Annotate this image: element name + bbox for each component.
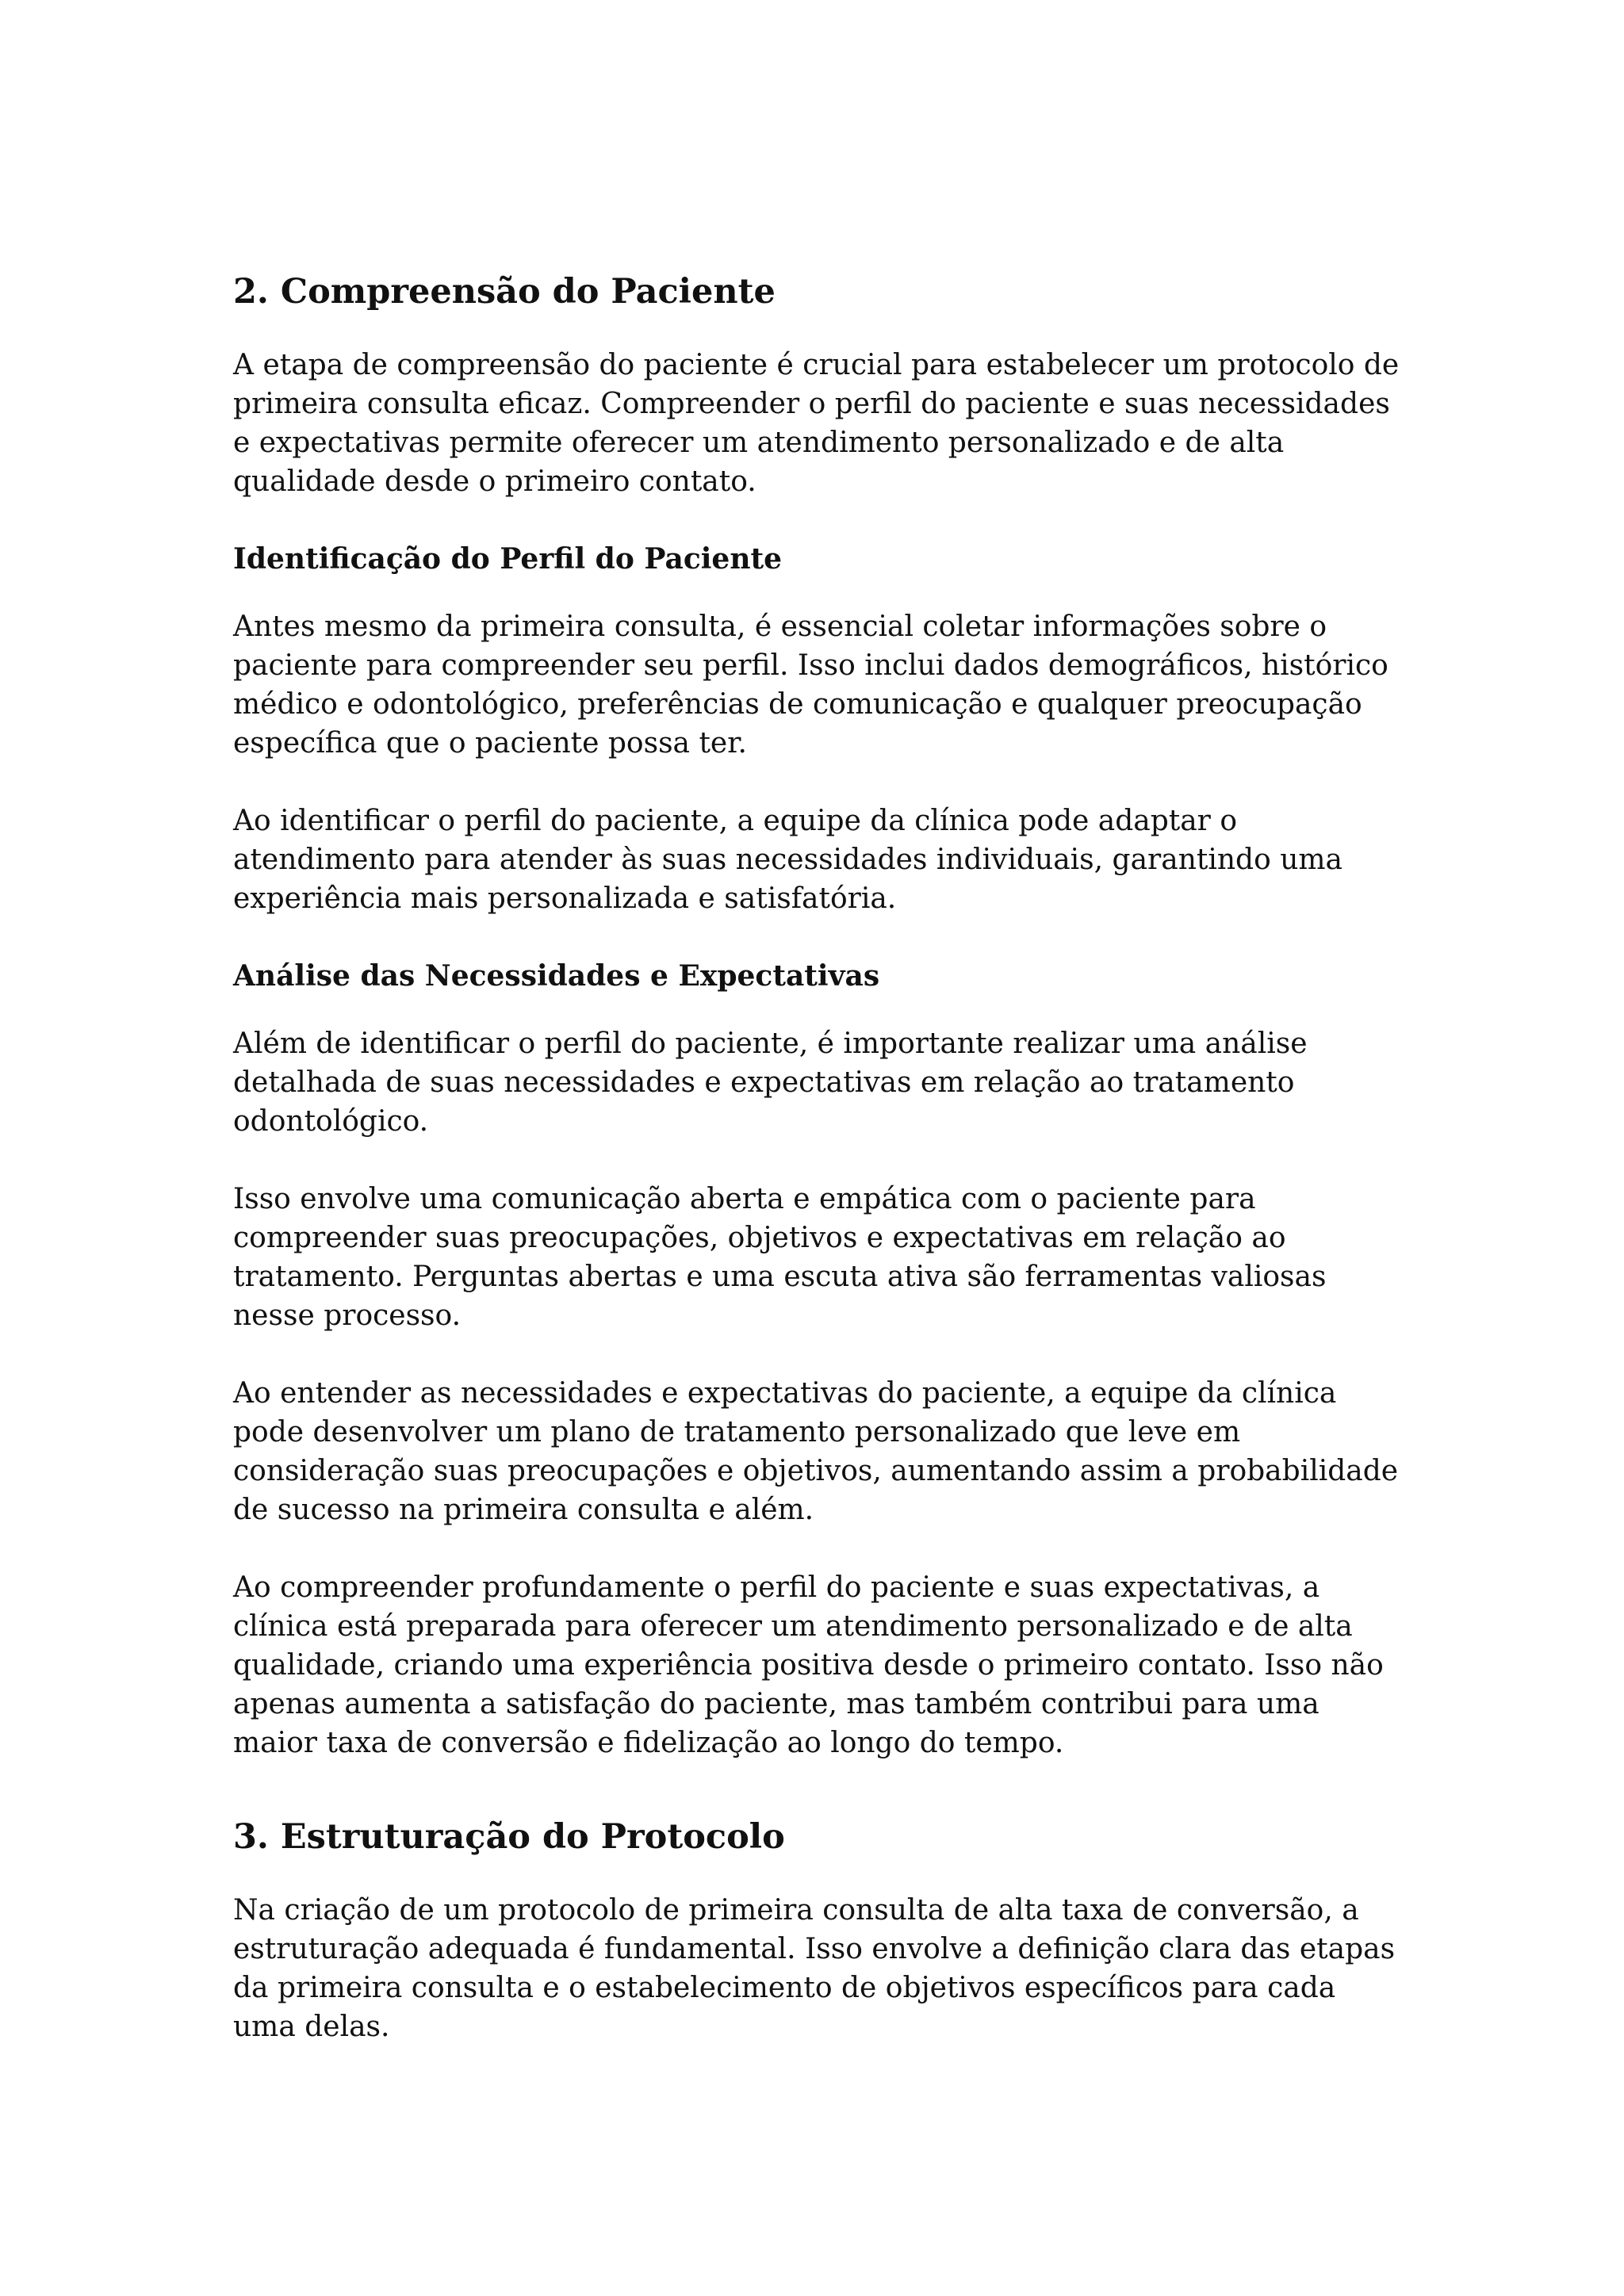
section-intro-paragraph: A etapa de compreensão do paciente é crucial para estabelecer um protocolo de primeira consulta eficaz. Compreender o perfil do paciente e suas necessidades e expectativas permite oferecer um atendimento personalizado e de alta qualidade desde o primeiro contato. [233, 349, 1400, 498]
paragraph: Antes mesmo da primeira consulta, é essencial coletar informações sobre o paciente para compreender seu perfil. Isso inclui dados demográficos, histórico médico e odontológico, preferências de comunicação e qualquer preocupação específica que o paciente possa ter. [233, 610, 1388, 760]
paragraph: Ao identificar o perfil do paciente, a equipe da clínica pode adaptar o atendimento para atender às suas necessidades individuais, garantindo uma experiência mais personalizada e satisfatória. [233, 805, 1343, 915]
subsection-heading: Análise das Necessidades e Expectativas [233, 959, 880, 993]
paragraph: Ao compreender profundamente o perfil do paciente e suas expectativas, a clínica está preparada para oferecer um atendimento personalizado e de alta qualidade, criando uma experiência positiva desde o primeiro contato. Isso não apenas aumenta a satisfação do paciente, mas também contribui para uma maior taxa de conversão e fidelização ao longo do tempo. [233, 1571, 1384, 1759]
section-estruturacao-do-protocolo [233, 1815, 1407, 2046]
section-heading: 3. Estruturação do Protocolo [233, 1817, 785, 1857]
paragraph: Além de identificar o perfil do paciente, é importante realizar uma análise detalhada de suas necessidades e expectativas em relação ao tratamento odontológico. [233, 1027, 1308, 1138]
section-compreensao-do-paciente [233, 270, 1407, 1762]
section-heading: 2. Compreensão do Paciente [233, 272, 776, 312]
paragraph: Isso envolve uma comunicação aberta e empática com o paciente para compreender suas preocupações, objetivos e expectativas em relação ao tratamento. Perguntas abertas e uma escuta ativa são ferramentas valiosas nesse processo. [233, 1183, 1327, 1332]
paragraph: Ao entender as necessidades e expectativas do paciente, a equipe da clínica pode desenvolver um plano de tratamento personalizado que leve em consideração suas preocupações e objetivos, aumentando assim a probabilidade de sucesso na primeira consulta e além. [233, 1377, 1399, 1526]
section-intro-paragraph: Na criação de um protocolo de primeira consulta de alta taxa de conversão, a estruturação adequada é fundamental. Isso envolve a definição clara das etapas da primeira consulta e o estabelecimento de objetivos específicos para cada uma delas. [233, 1894, 1396, 2043]
document-content [233, 270, 1407, 2046]
subsection-heading: Identificação do Perfil do Paciente [233, 542, 783, 576]
